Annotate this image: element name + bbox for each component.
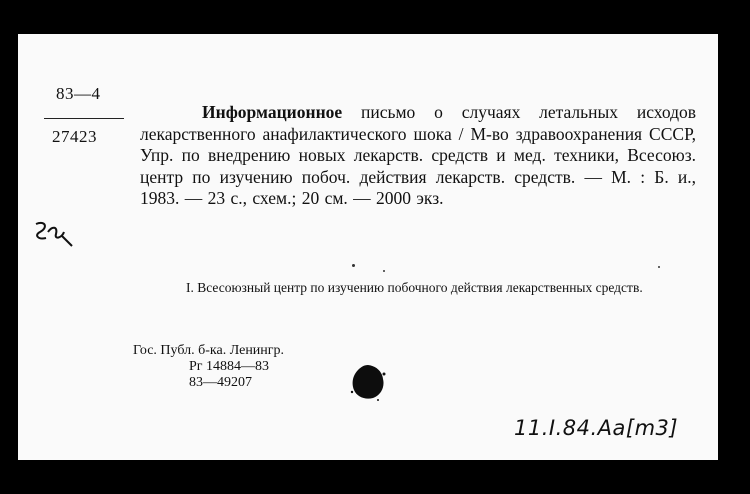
handwritten-mark-icon [32,218,76,252]
tracing-text: I. Всесоюзный центр по изучению побочного действия лекарственных средств. [186,280,643,295]
code-divider [44,118,124,119]
library-imprint [133,343,284,391]
dust-speck [658,266,660,268]
entry-lead-word: Информационное [202,102,343,122]
library-registration: Рг 14884—83 [189,359,270,374]
dust-speck [383,270,385,272]
library-name: Гос. Публ. б-ка. Ленингр. [133,343,285,358]
handwritten-shelf-mark: 11.I.84.Aa[m3] [514,416,679,440]
entry-body: письмо о случаях летальных исходов лекарственного анафилактического шока / М-во здравоохранения СССР, Упр. по внедрению новых лекарств. средств и мед. техники, Всесоюз. центр по изучению побоч. действия лекарств. средств. — М. : Б. и., 1983. — 23 с., схем.; 20 см. — 2000 экз. [140,102,696,208]
ink-blot-icon [348,362,388,402]
added-entry-tracing [136,280,696,295]
bibliographic-entry [140,102,696,210]
classification-code: 83—4 [56,84,101,103]
inventory-number: 27423 [52,127,97,146]
catalog-card [18,34,718,460]
library-number: 83—49207 [189,375,252,390]
dust-speck [352,264,355,267]
